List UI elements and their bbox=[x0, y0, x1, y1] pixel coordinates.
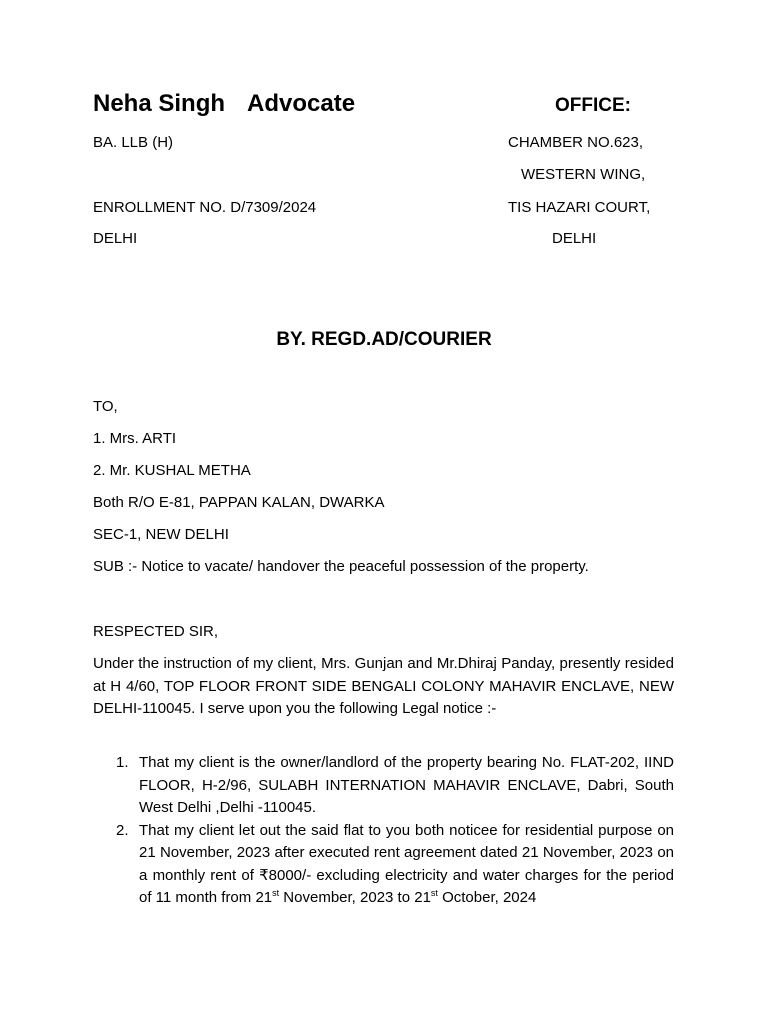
point-number: 1. bbox=[116, 754, 129, 771]
ordinal-suffix: st bbox=[272, 888, 280, 898]
office-line-wing: WESTERN WING, bbox=[521, 166, 646, 183]
point-text-part-b: November, 2023 to 21 bbox=[279, 889, 431, 906]
advocate-city: DELHI bbox=[93, 230, 138, 247]
advocate-title: Advocate bbox=[247, 90, 356, 117]
office-line-court: TIS HAZARI COURT, bbox=[508, 199, 651, 216]
enrollment-number: ENROLLMENT NO. D/7309/2024 bbox=[93, 199, 317, 216]
office-label: OFFICE: bbox=[555, 95, 631, 116]
office-line-city: DELHI bbox=[552, 230, 597, 247]
ordinal-suffix: st bbox=[430, 888, 438, 898]
notice-point-2 bbox=[93, 820, 674, 910]
to-label: TO, bbox=[93, 398, 118, 415]
advocate-heading bbox=[93, 89, 355, 119]
delivery-mode-heading: BY. REGD.AD/COURIER bbox=[276, 329, 492, 350]
notice-points-list bbox=[93, 752, 674, 910]
qualification: BA. LLB (H) bbox=[93, 134, 174, 151]
point-text-part-c: October, 2024 bbox=[437, 889, 537, 906]
recipient-address-line1: Both R/O E-81, PAPPAN KALAN, DWARKA bbox=[93, 494, 385, 511]
salutation: RESPECTED SIR, bbox=[93, 623, 219, 640]
point-text-part-a: That my client let out the said flat to you both noticee for residential purpose on 21 November, 2023 after executed rent agreement dated 21 November, 2023 on a monthly rent of ₹8000/- excluding electricity and water charges for the period of 11 month from 21 bbox=[139, 821, 674, 906]
point-number: 2. bbox=[116, 821, 129, 839]
recipient-address-line2: SEC-1, NEW DELHI bbox=[93, 526, 229, 543]
intro-paragraph: Under the instruction of my client, Mrs. Gunjan and Mr.Dhiraj Panday, presently resided at H 4/60, TOP FLOOR FRONT SIDE BENGALI COLONY MAHAVIR ENCLAVE, NEW DELHI-110045. I serve upon you the following Legal notice :- bbox=[93, 655, 674, 717]
subject-line: SUB :- Notice to vacate/ handover the peaceful possession of the property. bbox=[93, 558, 589, 575]
office-line-chamber: CHAMBER NO.623, bbox=[508, 134, 644, 151]
notice-point-1 bbox=[93, 752, 674, 820]
recipient-1: 1. Mrs. ARTI bbox=[93, 430, 177, 447]
recipient-2: 2. Mr. KUSHAL METHA bbox=[93, 462, 251, 479]
point-text: That my client is the owner/landlord of the property bearing No. FLAT-202, IIND FLOOR, H-2/96, SULABH INTERNATION MAHAVIR ENCLAVE, Dabri, South West Delhi ,Delhi -110045. bbox=[139, 754, 674, 816]
advocate-name: Neha Singh bbox=[93, 90, 226, 117]
